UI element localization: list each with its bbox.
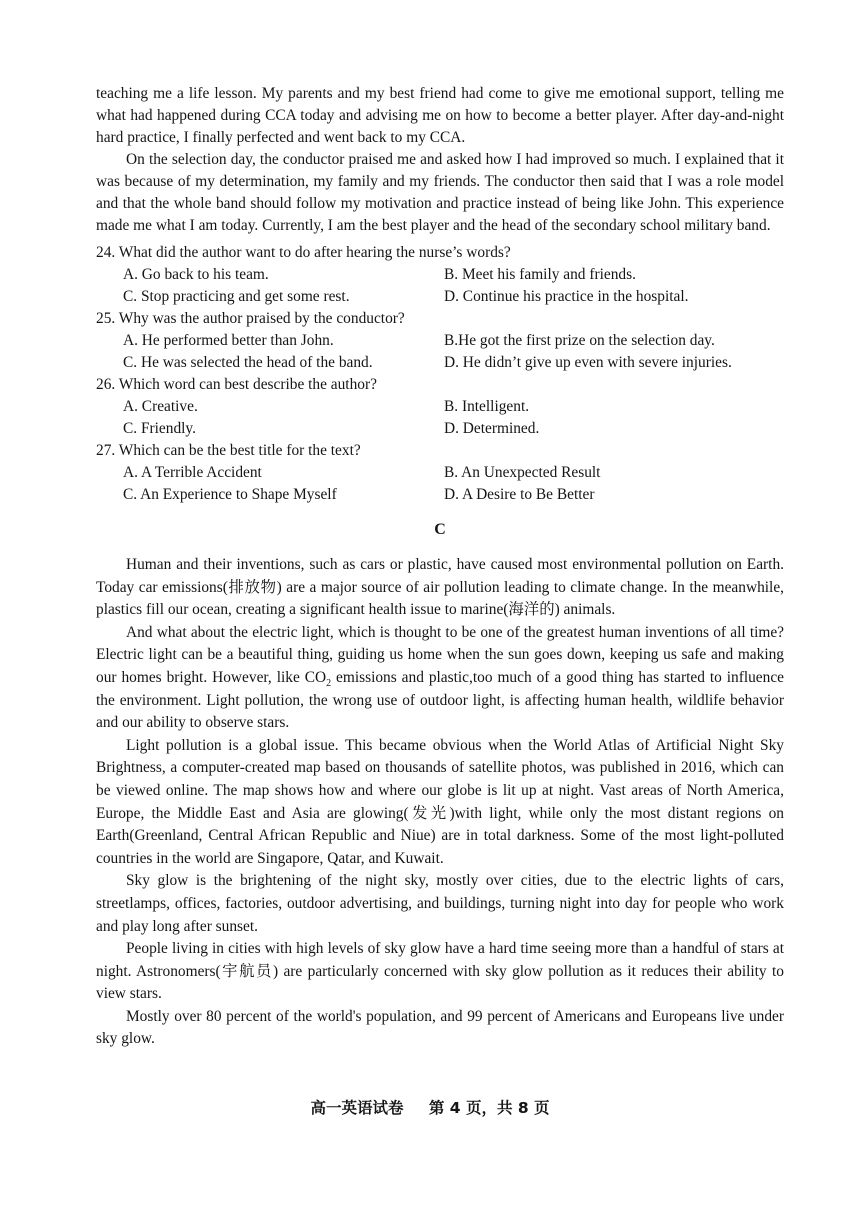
option-row (96, 418, 784, 440)
page-footer (0, 1097, 860, 1119)
passage-b-ending (96, 83, 784, 237)
option-a: A. He performed better than John. (123, 332, 334, 349)
paragraph: Sky glow is the brightening of the night sky, mostly over cities, due to the electric lights of cars, streetlamps, offices, factories, outdoor advertising, and buildings, turning night into day for people who work and play long after sunset. (96, 872, 784, 935)
option-d: D. He didn’t give up even with severe injuries. (444, 354, 732, 371)
question-stem: 27. Which can be the best title for the text? (96, 442, 361, 459)
paragraph: Human and their inventions, such as cars or plastic, have caused most environmental pollution on Earth. Today car emissions(排放物) are a major source of air pollution leading to climate change. In the meanwhile, plastics fill our ocean, creating a significant health issue to marine(海洋的) animals. (96, 556, 784, 619)
question-list (96, 242, 784, 506)
text-run: emissions and plastic,too much of a good thing has started to influence the environment. Light pollution, the wrong use of outdoor light, is affecting human health, wildlife behavior and our ability to observe stars. (96, 668, 784, 732)
section-heading: C (434, 521, 446, 538)
question-26 (96, 374, 784, 440)
passage-c (96, 554, 784, 1051)
paragraph: Light pollution is a global issue. This became obvious when the World Atlas of Artificial Night Sky Brightness, a computer-created map based on thousands of satellite photos, was published in 2016, which can be viewed online. The map shows how and where our globe is lit up at night. Vast areas of North America, Europe, the Middle East and Asia are glowing(发光)with light, while only the most distant regions on Earth(Greenland, Central African Republic and Niue) are in total darkness. Some of the most light-polluted countries in the world are Singapore, Qatar, and Kuwait. (96, 736, 784, 867)
paragraph: People living in cities with high levels of sky glow have a hard time seeing more than a handful of stars at night. Astronomers(宇航员) are particularly concerned with sky glow pollution as it reduces their ability to view stars. (96, 940, 784, 1003)
page-number: 第 4 页，共 8 页 (428, 1099, 550, 1117)
option-c: C. An Experience to Shape Myself (123, 486, 337, 503)
question-stem: 24. What did the author want to do after hearing the nurse’s words? (96, 244, 511, 261)
paragraph (96, 622, 784, 735)
option-d: D. Continue his practice in the hospital. (444, 288, 689, 305)
option-row (96, 396, 784, 418)
subscript: 2 (326, 678, 332, 690)
option-d: D. Determined. (444, 420, 540, 437)
question-stem: 25. Why was the author praised by the conductor? (96, 310, 405, 327)
option-row (96, 352, 784, 374)
paragraph: teaching me a life lesson. My parents and my best friend had come to give me emotional support, telling me what had happened during CCA today and advising me on how to become a better player. After day-and-night hard practice, I finally perfected and went back to my CCA. (96, 85, 784, 146)
option-b: B. Meet his family and friends. (444, 266, 636, 283)
paragraph: Mostly over 80 percent of the world's population, and 99 percent of Americans and Europeans live under sky glow. (96, 1007, 784, 1048)
option-c: C. Stop practicing and get some rest. (123, 288, 350, 305)
option-a: A. Go back to his team. (123, 266, 269, 283)
exam-page (96, 83, 784, 1051)
option-c: C. Friendly. (123, 420, 196, 437)
option-b: B. Intelligent. (444, 398, 530, 415)
question-stem: 26. Which word can best describe the author? (96, 376, 377, 393)
option-a: A. Creative. (123, 398, 198, 415)
option-b: B. An Unexpected Result (444, 464, 601, 481)
option-a: A. A Terrible Accident (123, 464, 262, 481)
exam-subject: 高一英语试卷 (310, 1099, 404, 1117)
option-row (96, 484, 784, 506)
option-d: D. A Desire to Be Better (444, 486, 595, 503)
paragraph: On the selection day, the conductor praised me and asked how I had improved so much. I explained that it was because of my determination, my family and my friends. The conductor then said that I was a role model and that the whole band should follow my motivation and practice instead of being like John. This experience made me what I am today. Currently, I am the best player and the head of the secondary school military band. (96, 151, 784, 234)
question-27 (96, 440, 784, 506)
option-c: C. He was selected the head of the band. (123, 354, 373, 371)
question-25 (96, 308, 784, 374)
question-24 (96, 242, 784, 308)
option-row (96, 330, 784, 352)
text-run: And what about the electric light, which is thought to be one of the greatest human inventions of all time? Electric light can be a beautiful thing, guiding us home when the sun goes down, keeping us safe and making our homes bright. However, like CO (96, 623, 784, 686)
option-row (96, 264, 784, 286)
option-row (96, 286, 784, 308)
option-b: B.He got the first prize on the selection day. (444, 332, 715, 349)
option-row (96, 462, 784, 484)
